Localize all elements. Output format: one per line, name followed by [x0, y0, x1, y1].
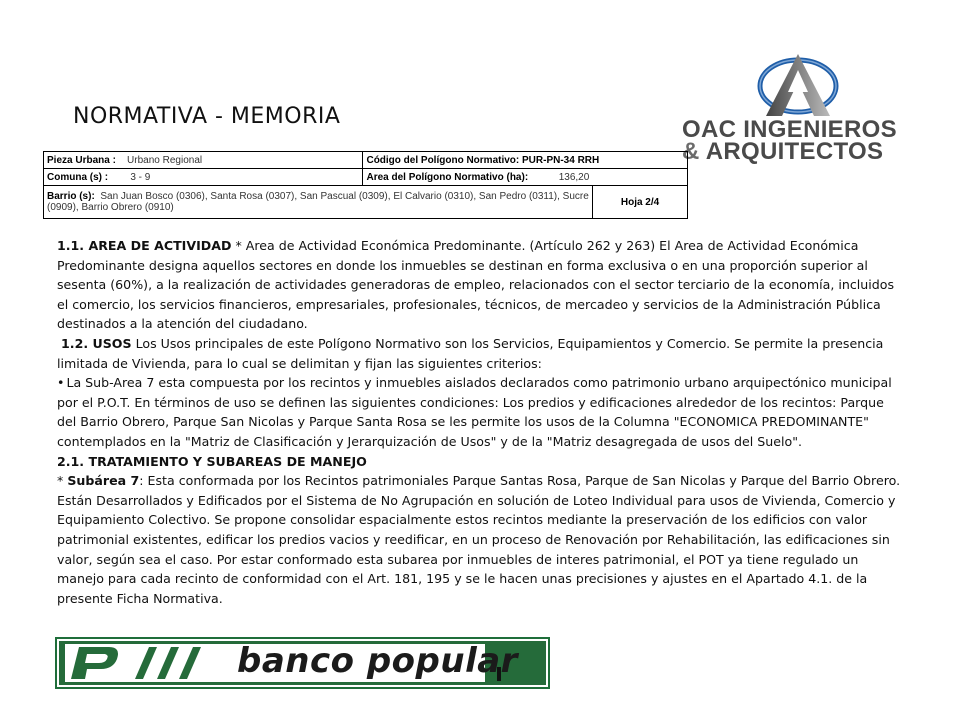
area-label: Area del Polígono Normativo (ha):: [366, 171, 529, 183]
subarea-text: : Esta conformada por los Recintos patrimoniales Parque Santas Rosa, Parque de San Nicolas y Parque del Barrio Obrero. Están Desarrollados y Edificados por el Sistema de No Agrupación en solución de Loteo Individual para usos de Vivienda, Comercio y Equipamiento Colectivo. Se propone consolidar espacialmente estos recintos mediante la preservación de los edificios con valor patrimonial existentes, edificar los predios vacios y reedificar, en un proceso de Renovación por Rehabilitación, las edificaciones sin valor, según sea el caso. Por estar conformado esta subarea por inmuebles de interes patrimonial, el POT ya tiene regulado un manejo para cada recinto de conformidad con el Art. 181, 195 y se le hacen unas precisiones y ajustes en el Apartado 4.1. de la presente Ficha Normativa.: [57, 473, 901, 606]
pieza-cell: [44, 152, 363, 169]
comuna-cell: [44, 169, 363, 186]
section-1-1: [57, 236, 907, 334]
oac-a-logo-icon: [752, 52, 848, 118]
codigo-label: Código del Polígono Normativo: PUR-PN-34 RRH: [366, 154, 600, 166]
logo-line2: [682, 140, 883, 164]
memo-body: [57, 236, 907, 608]
subarea-prefix: *: [57, 473, 68, 489]
comuna-value: 3 - 9: [130, 171, 151, 183]
hoja-cell: Hoja 2/4: [593, 186, 688, 219]
bullet-text: La Sub-Area 7 esta compuesta por los recintos y inmuebles aislados declarados como patrimonio urbano arquipectónico municipal por el P.O.T. En términos de uso se definen las siguientes condiciones: Los predios y edificaciones alrededor de los recintos: Parque del Barrio Obrero, Parque San Nicolas y Parque Santa Rosa se les permite los usos de la Columna "ECONOMICA PREDOMINANTE" contemplados en la "Matriz de Clasificación y Jerarquización de Usos" y de la "Matriz desagregada de usos del Suelo".: [57, 375, 892, 449]
section-2-1-heading: 2.1. TRATAMIENTO Y SUBAREAS DE MANEJO: [57, 453, 367, 469]
info-row: [44, 186, 688, 219]
bullet-subarea-7: [57, 373, 907, 451]
banner-brand-text: banco popular: [237, 641, 518, 681]
subarea-label: Subárea 7: [67, 473, 140, 489]
logo-ampersand: &: [682, 138, 700, 165]
barrio-cell: [44, 186, 593, 219]
banco-popular-banner: [55, 637, 550, 689]
comuna-label: Comuna (s) :: [47, 171, 109, 183]
pieza-value: Urbano Regional: [127, 154, 203, 166]
section-1-1-heading: 1.1. AREA DE ACTIVIDAD: [57, 238, 232, 253]
barrio-label: Barrio (s):: [47, 191, 95, 202]
barrio-value: San Juan Bosco (0306), Santa Rosa (0307), San Pascual (0309), El Calvario (0310), San Pedro (0311), Sucre (0909), Barrio Obrero (0910): [47, 191, 589, 213]
area-cell: [363, 169, 688, 186]
logo-line1: OAC INGENIEROS: [682, 116, 897, 143]
info-row: [44, 152, 688, 169]
area-value: 136,20: [558, 171, 590, 183]
section-1-1-text: * Area de Actividad Económica Predominante. (Artículo 262 y 263) El Area de Actividad Económica Predominante designa aquellos sectores en donde los inmuebles se destinan en forma exclusiva o en una proporción superior al sesenta (60%), a la realización de actividades generadoras de empleo, relacionados con el sector terciario de la economía, incluidos el comercio, los servicios financieros, empresariales, profesionales, técnicos, de mercadeo y servicios de la Administración Pública destinados a la atención del ciudadano.: [57, 238, 895, 332]
subarea-7-paragraph: [57, 471, 907, 608]
section-1-2: [57, 334, 907, 373]
pieza-label: Pieza Urbana :: [47, 154, 116, 166]
section-1-2-heading: 1.2. USOS: [61, 335, 132, 351]
logo-line2-text: ARQUITECTOS: [699, 138, 884, 165]
page-title: NORMATIVA - MEMORIA: [73, 104, 341, 129]
codigo-cell: [363, 152, 688, 169]
section-1-2-text: Los Usos principales de este Polígono Normativo son los Servicios, Equipamientos y Comercio. Se permite la presencia limitada de Vivienda, para lo cual se delimitan y fijan las siguientes criterios:: [57, 335, 884, 371]
info-table: [43, 151, 688, 219]
company-logo: [680, 52, 920, 165]
section-2-1: [57, 452, 907, 472]
info-row: [44, 169, 688, 186]
